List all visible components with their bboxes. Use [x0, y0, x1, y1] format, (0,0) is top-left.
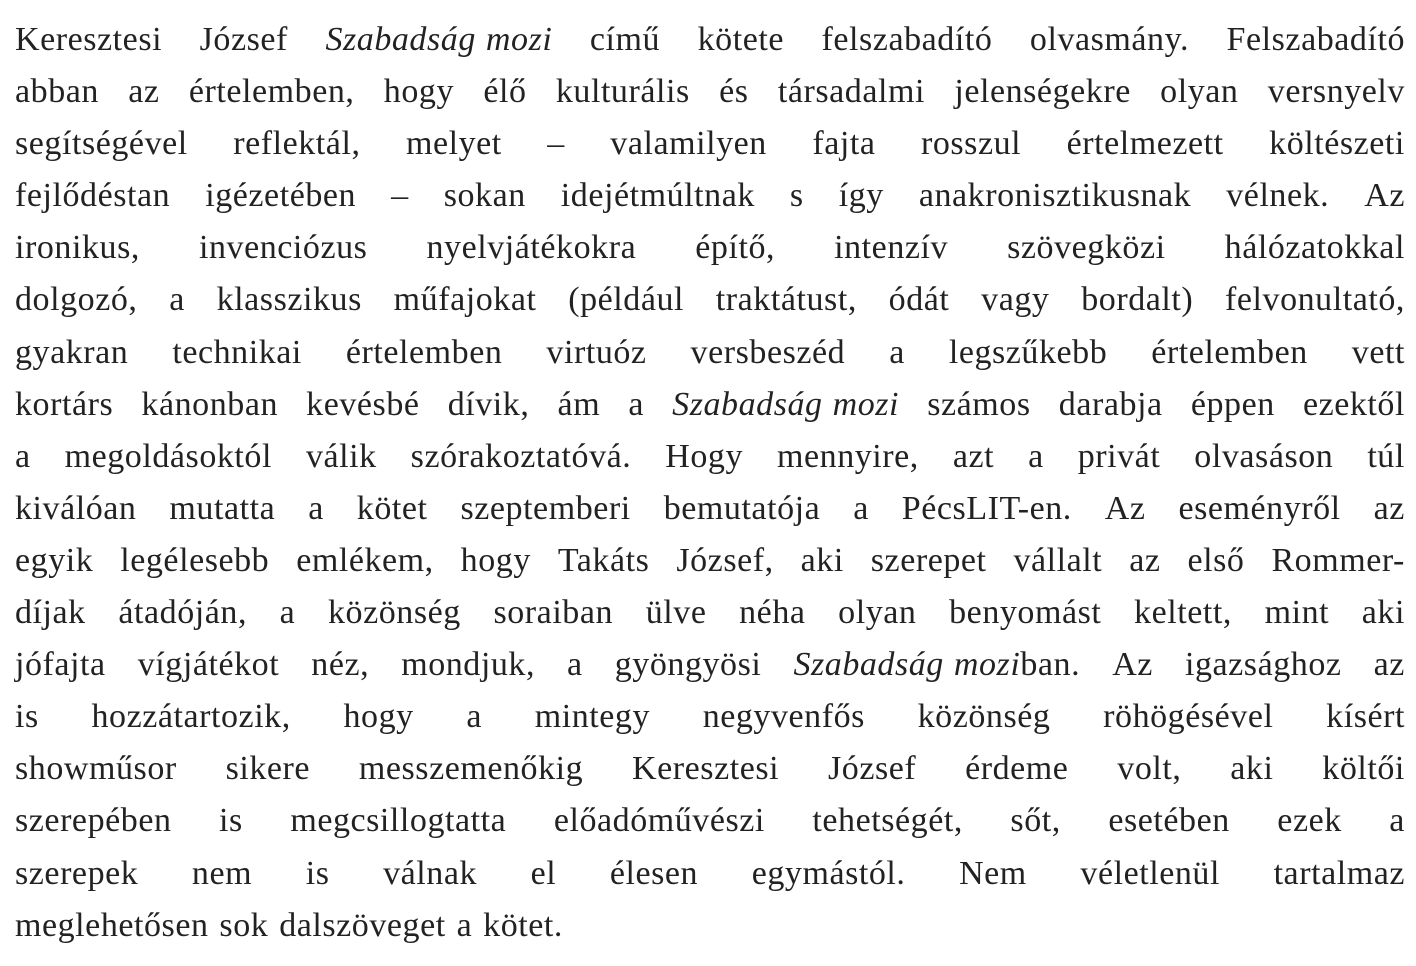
book-title-italic: Szabadság mozi [672, 385, 900, 423]
word: mutatta [169, 489, 276, 527]
word: fajta [812, 125, 876, 163]
word: értelmezett [1066, 125, 1224, 163]
word: röhögésével [1103, 698, 1274, 736]
word: hogy [343, 698, 414, 736]
word: rosszul [920, 125, 1022, 163]
word: vett [1351, 333, 1405, 371]
word: PécsLIT-en. [901, 489, 1072, 527]
paragraph-line [15, 379, 1405, 431]
word: sokan [443, 177, 526, 215]
word: vélnek. [1226, 177, 1330, 215]
word: kortárs [15, 385, 114, 423]
word: legélesebb [120, 541, 270, 579]
word: ódát [888, 281, 950, 319]
word: meglehetősen [15, 906, 209, 944]
word: idejétmúltnak [560, 177, 755, 215]
paragraph-line [15, 431, 1405, 483]
word: igézetében [205, 177, 357, 215]
word: átadóján, [118, 594, 248, 632]
word: élő [483, 73, 527, 111]
word: invenciózus [198, 229, 368, 267]
word: volt, [1117, 750, 1182, 788]
word: a [567, 646, 583, 684]
word: aki [1361, 594, 1405, 632]
word: szövegközi [1007, 229, 1166, 267]
word: értelemben [345, 333, 503, 371]
word: segítségével [15, 125, 188, 163]
word: tartalmaz [1273, 854, 1405, 892]
paragraph-line [15, 900, 1405, 952]
word: kiválóan [15, 489, 137, 527]
paragraph-line [15, 743, 1405, 795]
word: válnak [383, 854, 478, 892]
word: gyöngyösi [614, 646, 762, 684]
paragraph-line [15, 327, 1405, 379]
word: traktátust, [715, 281, 857, 319]
word: éppen [1190, 385, 1275, 423]
word: érdeme [965, 750, 1069, 788]
word: sikere [225, 750, 311, 788]
word: azt [952, 437, 995, 475]
word: – [547, 125, 565, 163]
word: olvasáson [1194, 437, 1334, 475]
word: József [199, 21, 288, 58]
paragraph-line [15, 14, 1405, 66]
word [325, 14, 552, 66]
word: vagy [981, 281, 1050, 319]
word: néz, [311, 646, 370, 684]
word: az [128, 73, 160, 111]
word-part: ban. [1020, 646, 1081, 684]
word: a [628, 385, 644, 423]
word: keltett, [1134, 594, 1232, 632]
paragraph-line [15, 691, 1405, 743]
word: kulturális [555, 73, 690, 111]
word: sok [219, 906, 269, 944]
word: mennyire, [777, 437, 919, 475]
word: esetében [1108, 802, 1230, 840]
word: élesen [609, 854, 699, 892]
word: kísért [1326, 698, 1405, 736]
word: nem [191, 854, 253, 892]
word: emlékem, [296, 541, 434, 579]
word: Hogy [665, 437, 744, 475]
word: anakronisztikusnak [918, 177, 1192, 215]
word: ezektől [1302, 385, 1405, 423]
paragraph-line [15, 66, 1405, 118]
word: technikai [172, 333, 302, 371]
word: s [789, 177, 804, 215]
word: Keresztesi [632, 750, 780, 788]
word: hálózatokkal [1224, 229, 1405, 267]
word: ülve [645, 594, 707, 632]
word: Az [1364, 177, 1405, 215]
word: kötet. [483, 906, 563, 944]
word: kötet [356, 489, 428, 527]
word: előadóművészi [553, 802, 765, 840]
word: hozzátartozik, [91, 698, 291, 736]
word: virtuóz [546, 333, 647, 371]
word: közönség [917, 698, 1051, 736]
word: bemutatója [663, 489, 821, 527]
word: szeptemberi [460, 489, 631, 527]
word: így [838, 177, 884, 215]
word: vállalt [1013, 541, 1103, 579]
word: gyakran [15, 333, 129, 371]
word: versnyelv [1267, 73, 1405, 111]
word: költői [1322, 750, 1405, 788]
word: is [219, 802, 243, 840]
word: legszűkebb [948, 333, 1108, 371]
word: a [15, 437, 31, 475]
word: műfajokat [393, 281, 537, 319]
word: olyan [1160, 73, 1239, 111]
word: értelemben, [188, 73, 355, 111]
word: is [15, 698, 39, 736]
paragraph-line [15, 535, 1405, 587]
word: ezek [1277, 802, 1342, 840]
word: hogy [383, 73, 454, 111]
word: szerepet [870, 541, 987, 579]
word: vígjátékot [137, 646, 280, 684]
word: olvasmány. [1029, 21, 1190, 58]
word: tehetségét, [812, 802, 963, 840]
word: abban [15, 73, 99, 111]
word: felvonultató, [1225, 281, 1405, 319]
word: József, [676, 541, 774, 579]
word: a [456, 906, 473, 944]
word: sőt, [1010, 802, 1061, 840]
paragraph-line [15, 118, 1405, 170]
word: (például [568, 281, 685, 319]
word: felszabadító [821, 21, 993, 58]
word: a [1028, 437, 1044, 475]
word: is [305, 854, 330, 892]
word: című [589, 21, 661, 58]
word: Rommer- [1271, 541, 1405, 579]
word: a [279, 594, 296, 632]
word: benyomást [949, 594, 1102, 632]
word: messzemenőkig [358, 750, 584, 788]
word: Keresztesi [15, 21, 163, 58]
paragraph-line [15, 795, 1405, 847]
word: díjak [15, 594, 86, 632]
paragraph-line [15, 848, 1405, 900]
word: dalszöveget [279, 906, 446, 944]
word: aki [1230, 750, 1274, 788]
word: a [853, 489, 869, 527]
word: véletlenül [1080, 854, 1220, 892]
word: néha [739, 594, 806, 632]
word: mintegy [534, 698, 650, 736]
word: melyet [405, 125, 502, 163]
word: nyelvjátékokra [426, 229, 637, 267]
word: Az [1112, 646, 1153, 684]
word: darabja [1058, 385, 1163, 423]
word: dolgozó, [15, 281, 138, 319]
word: közönség [327, 594, 461, 632]
word: Az [1104, 489, 1146, 527]
word: a [466, 698, 483, 736]
word: az [1129, 541, 1161, 579]
book-title-italic: Szabadság mozi [793, 646, 1021, 684]
word: túl [1367, 437, 1405, 475]
word: olyan [838, 594, 917, 632]
word: szórakoztatóvá. [410, 437, 632, 475]
word: aki [800, 541, 844, 579]
word: szerepek [15, 854, 139, 892]
word: a [169, 281, 185, 319]
word: szerepében [15, 802, 172, 840]
word: showműsor [15, 750, 177, 788]
word: Felszabadító [1226, 21, 1405, 58]
word: klasszikus [216, 281, 362, 319]
word: kötete [697, 21, 784, 58]
word: értelemben [1151, 333, 1308, 371]
word: valamilyen [610, 125, 767, 163]
paragraph-line [15, 587, 1405, 639]
word [672, 379, 899, 431]
word: eseményről [1178, 489, 1341, 527]
word: építő, [695, 229, 776, 267]
word: a [1389, 802, 1405, 840]
word: egymástól. [751, 854, 906, 892]
paragraph-line [15, 483, 1405, 535]
word: negyvenfős [702, 698, 865, 736]
word: a [889, 333, 905, 371]
word: versbeszéd [690, 333, 846, 371]
book-title-italic: Szabadság mozi [325, 21, 553, 58]
word: költészeti [1269, 125, 1405, 163]
word: Nem [959, 854, 1027, 892]
word: egyik [15, 541, 94, 579]
word: kánonban [141, 385, 279, 423]
word [793, 639, 1080, 691]
article-paragraph [15, 14, 1405, 952]
word: az [1373, 646, 1405, 684]
word: és [719, 73, 749, 111]
word: mint [1264, 594, 1330, 632]
word: reflektál, [233, 125, 361, 163]
word: kevésbé [306, 385, 420, 423]
word: el [530, 854, 557, 892]
word: privát [1077, 437, 1161, 475]
word: ironikus, [15, 229, 140, 267]
word: a [308, 489, 324, 527]
word: bordalt) [1081, 281, 1194, 319]
word: – [391, 177, 409, 215]
paragraph-line [15, 639, 1405, 691]
word: intenzív [834, 229, 949, 267]
word: jelenségekre [954, 73, 1131, 111]
word: számos [927, 385, 1031, 423]
word: mondjuk, [401, 646, 535, 684]
paragraph-line [15, 222, 1405, 274]
word: megcsillogtatta [290, 802, 507, 840]
word: első [1187, 541, 1245, 579]
word: válik [305, 437, 377, 475]
word: jófajta [15, 646, 106, 684]
word: ám [557, 385, 601, 423]
word: fejlődéstan [15, 177, 171, 215]
word: megoldásoktól [64, 437, 272, 475]
word: Takáts [557, 541, 650, 579]
word: az [1373, 489, 1405, 527]
word: József [827, 750, 917, 788]
word: soraiban [493, 594, 614, 632]
word: társadalmi [777, 73, 925, 111]
word: hogy [460, 541, 531, 579]
word: dívik, [447, 385, 530, 423]
paragraph-line [15, 274, 1405, 326]
word: igazsághoz [1184, 646, 1342, 684]
paragraph-line [15, 170, 1405, 222]
